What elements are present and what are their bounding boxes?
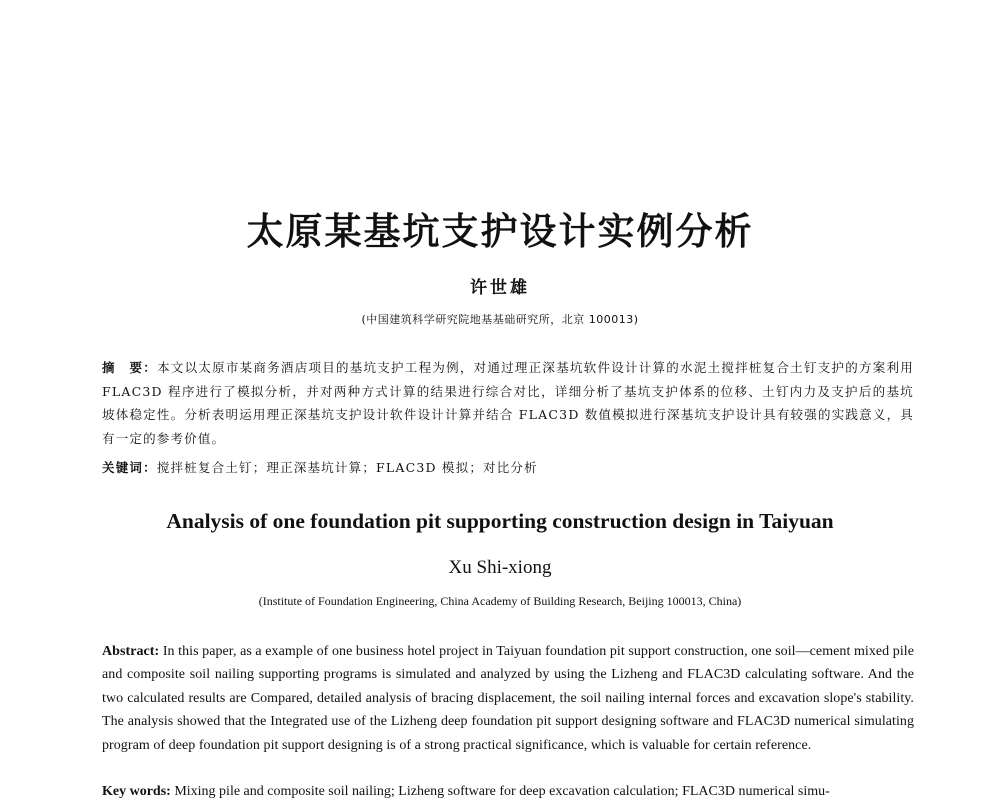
english-keywords — [102, 780, 914, 801]
english-title: Analysis of one foundation pit supporting construction design in Taiyuan — [166, 509, 834, 533]
chinese-title: 太原某基坑支护设计实例分析 — [246, 210, 754, 253]
chinese-abstract-text: 本文以太原市某商务酒店项目的基坑支护工程为例，对通过理正深基坑软件设计计算的水泥土搅拌桩复合土钉支护的方案利用 FLAC3D 程序进行了模拟分析，并对两种方式计算的结果进行综合对比，详细分析了基坑支护体系的位移、土钉内力及支护后的基坑坡体稳定性。分析表明运用理正深基坑支护设计软件设计计算并结合 FLAC3D 数值模拟进行深基坑支护设计具有较强的实践意义，具有一定的参考价值。 — [102, 360, 914, 446]
english-abstract — [102, 640, 914, 757]
english-abstract-text: In this paper, as a example of one business hotel project in Taiyuan foundation pit support construction, one soil—cement mixed pile and composite soil nailing supporting programs is simulated and analyzed by using the Lizheng and FLAC3D calculating software. And the two calculated results are Compared, detailed analysis of bracing displacement, the soil nailing internal forces and excavation slope's stability. The analysis showed that the Integrated use of the Lizheng deep foundation pit support designing software and FLAC3D numerical simulating program of deep foundation pit support designing is of a strong practical significance, which is valuable for certain reference. — [102, 644, 914, 753]
chinese-keywords-label: 关键词： — [102, 460, 157, 475]
chinese-affiliation: (中国建筑科学研究院地基基础研究所，北京 100013) — [361, 313, 639, 326]
chinese-abstract-label: 摘 要： — [102, 360, 158, 375]
chinese-keywords — [102, 456, 914, 480]
english-affiliation: (Institute of Foundation Engineering, China Academy of Building Research, Beijing 100013, China) — [258, 594, 742, 608]
english-abstract-label: Abstract: — [102, 644, 160, 659]
english-keywords-label: Key words: — [102, 784, 171, 799]
english-author: Xu Shi-xiong — [448, 557, 552, 578]
english-keywords-text: Mixing pile and composite soil nailing; Lizheng software for deep excavation calculation; FLAC3D numerical simu- — [174, 784, 830, 799]
chinese-author: 许世雄 — [470, 278, 530, 298]
chinese-abstract — [102, 356, 914, 450]
chinese-keywords-text: 搅拌桩复合土钉；理正深基坑计算；FLAC3D 模拟；对比分析 — [156, 460, 538, 475]
